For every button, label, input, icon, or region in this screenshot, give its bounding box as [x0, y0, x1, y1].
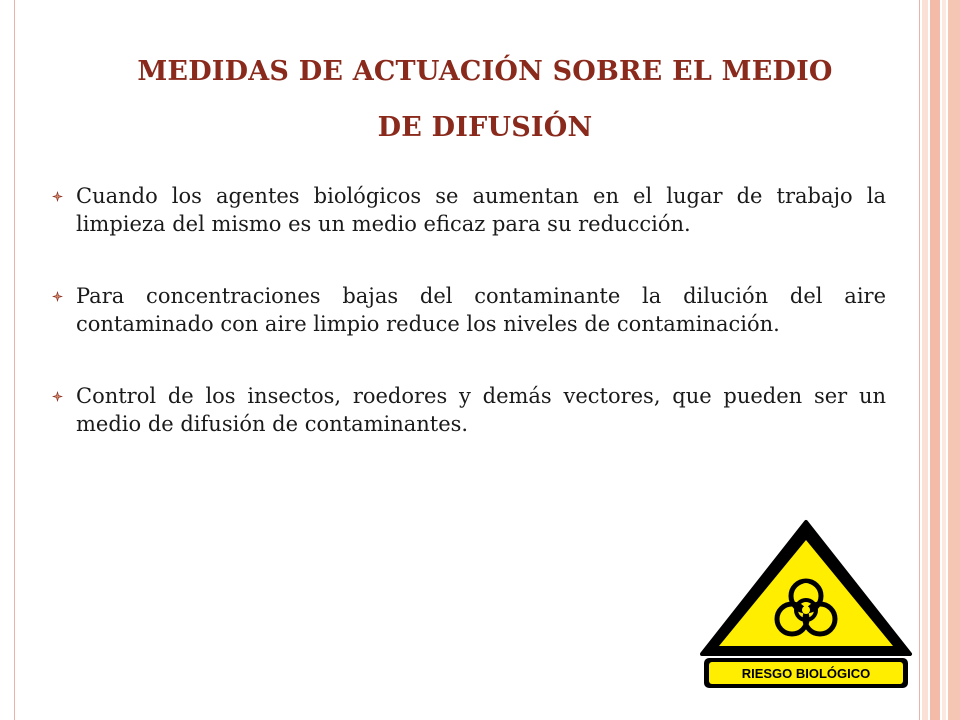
- bullet-text: Para concentraciones bajas del contaminante la dilución del aire contaminado con aire limpio reduce los niveles de contaminación.: [76, 284, 886, 336]
- diamond-bullet-icon: [52, 291, 63, 302]
- right-accent-stripe-3: [942, 0, 946, 720]
- right-accent-stripe-4: [948, 0, 960, 720]
- bullet-item: [50, 382, 886, 438]
- biohazard-sign: [696, 518, 916, 692]
- right-accent-stripe-2: [930, 0, 940, 720]
- diamond-bullet-icon: [52, 391, 63, 402]
- bullet-list: [50, 182, 886, 438]
- diamond-bullet-icon: [52, 191, 63, 202]
- bullet-text: Control de los insectos, roedores y demás vectores, que pueden ser un medio de difusión de contaminantes.: [76, 384, 886, 436]
- title-line-2: DE DIFUSIÓN: [377, 112, 593, 143]
- slide-title: [60, 44, 910, 156]
- sign-label: RIESGO BIOLÓGICO: [741, 666, 871, 681]
- bullet-text: Cuando los agentes biológicos se aumentan en el lugar de trabajo la limpieza del mismo es un medio eficaz para su reducción.: [76, 184, 886, 236]
- biohazard-icon: [702, 522, 910, 654]
- bullet-item: [50, 282, 886, 338]
- right-accent-stripe-1: [922, 0, 928, 720]
- title-line-1: MEDIDAS DE ACTUACIÓN SOBRE EL MEDIO: [137, 56, 833, 87]
- bullet-item: [50, 182, 886, 238]
